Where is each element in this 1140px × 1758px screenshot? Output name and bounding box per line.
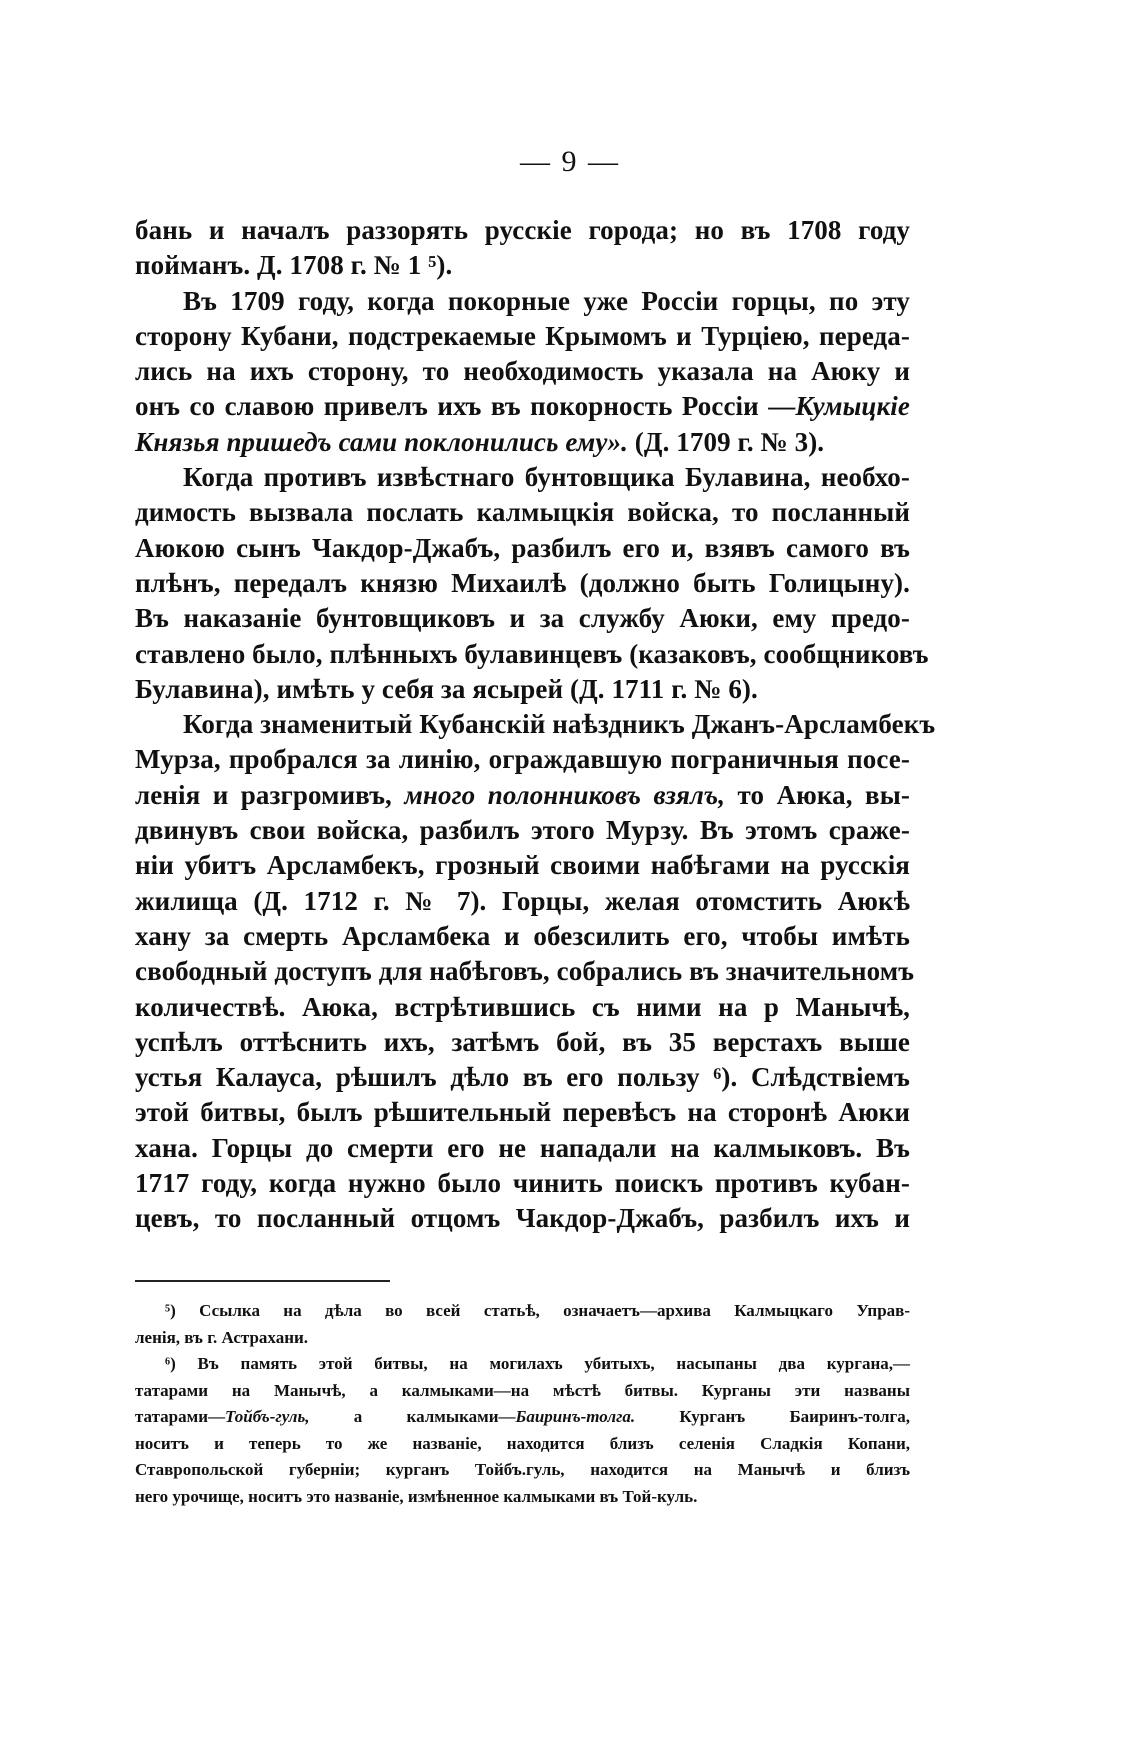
text-line: Мурза, пробрался за линiю, ограждавшую пограничныя посе-	[135, 744, 910, 775]
page-number: — 9 —	[520, 145, 620, 178]
text-segment: (Д. 1709 г. № 3).	[634, 426, 825, 457]
text-line	[135, 778, 910, 813]
text-line: плѣнъ, передалъ князю Михаилѣ (должно быть Голицыну).	[135, 567, 910, 598]
text-line: димость вызвала послать калмыцкiя войска, то посланный	[135, 497, 910, 528]
footnote-line: ⁶) Въ память этой битвы, на могилахъ убитыхъ, насыпаны два кургана,—	[165, 1354, 910, 1373]
text-line: свободный доступъ для набѣговъ, собрались въ значительномъ	[135, 956, 915, 987]
text-segment: ленiя и разгромивъ,	[135, 779, 392, 810]
text-line: количествѣ. Аюка, встрѣтившись съ ними на р Манычѣ,	[135, 991, 910, 1022]
text-segment: татарами—	[135, 1407, 226, 1426]
text-line: хану за смерть Арсламбека и обезсилить его, чтобы имѣть	[135, 920, 910, 951]
text-line: 1717 году, когда нужно было чинить поискъ противъ кубан-	[135, 1168, 910, 1199]
text-line: Булавина), имѣть у себя за ясырей (Д. 1711 г. № 6).	[135, 673, 758, 704]
text-line	[135, 425, 910, 460]
footnote-line: татарами на Манычѣ, а калмыками—на мѣстѣ битвы. Курганы эти названы	[135, 1380, 910, 1400]
footnote-line: ленiя, въ г. Астрахани.	[135, 1327, 309, 1347]
text-line: двинувъ свои войска, разбилъ этого Мурзу. Въ этомъ сраже-	[135, 815, 910, 846]
text-line: Когда знаменитый Кубанскiй наѣздникъ Джанъ-Арсламбекъ	[183, 709, 936, 740]
footnote-line: Ставропольской губернiи; курганъ Тойбъ.гуль, находится на Манычѣ и близъ	[135, 1460, 910, 1479]
text-segment: онъ со славою привелъ ихъ въ покорность Россiи —	[135, 391, 796, 422]
italic-segment: много полонниковъ взялъ,	[404, 779, 726, 810]
text-line: ставлено было, плѣнныхъ булавинцевъ (казаковъ, сообщниковъ	[135, 638, 929, 669]
text-line: Когда противъ извѣстнаго бунтовщика Булавина, необхо-	[183, 462, 910, 493]
text-line: хана. Горцы до смерти его не нападали на калмыковъ. Въ	[135, 1132, 910, 1163]
text-line: Въ наказанiе бунтовщиковъ и за службу Аюки, ему предо-	[135, 603, 910, 634]
footnote-separator	[135, 1280, 390, 1282]
text-line: цевъ, то посланный отцомъ Чакдор-Джабъ, разбилъ ихъ и	[135, 1203, 910, 1234]
text-segment: а калмыками—	[353, 1407, 516, 1426]
text-line: Аюкою сынъ Чакдор-Джабъ, разбилъ его и, взявъ самого въ	[135, 532, 910, 563]
text-segment: то Аюка, вы-	[737, 779, 910, 810]
text-line: пойманъ. Д. 1708 г. № 1 ⁵).	[135, 250, 453, 281]
text-line: сторону Кубани, подстрекаемые Крымомъ и Турцiею, переда-	[135, 320, 910, 351]
footnote-line: носитъ и теперь то же названiе, находится близъ селенiя Сладкiя Копани,	[135, 1433, 910, 1453]
italic-segment: Баиринъ-толга.	[515, 1407, 636, 1426]
text-line: успѣлъ оттѣснить ихъ, затѣмъ бой, въ 35 верстахъ выше	[135, 1026, 910, 1057]
text-line: Въ 1709 году, когда покорные уже Россiи горцы, по эту	[183, 285, 910, 316]
text-line	[135, 389, 910, 424]
text-line: этой битвы, былъ рѣшительный перевѣсъ на сторонѣ Аюки	[135, 1097, 910, 1128]
footnote-line: него урочище, носитъ это названiе, измѣненное калмыками въ Той-куль.	[135, 1486, 698, 1506]
footnote-line: ⁵) Ссылка на дѣла во всей статьѣ, означаетъ—архива Калмыцкаго Управ-	[165, 1301, 910, 1320]
italic-segment: Князья пришедъ сами поклонились ему».	[135, 426, 628, 457]
body-text	[135, 213, 936, 1237]
text-segment: Курганъ Баиринъ-толга,	[679, 1407, 911, 1426]
text-line: устья Калауса, рѣшилъ дѣло въ его пользу ⁶). Слѣдствiемъ	[135, 1062, 910, 1093]
footnotes	[135, 1298, 910, 1510]
text-line: бань и началъ раззорять русскiе города; но въ 1708 году	[135, 215, 910, 245]
text-line: лись на ихъ сторону, то необходимость указала на Аюку и	[135, 356, 910, 387]
text-line: жилища (Д. 1712 г. № 7). Горцы, желая отомстить Аюкѣ	[135, 885, 910, 916]
italic-segment: Тойбъ-гуль,	[225, 1407, 310, 1426]
text-line: нiи убитъ Арсламбекъ, грозный своими набѣгами на русскiя	[135, 850, 910, 881]
footnote-line	[135, 1404, 910, 1431]
italic-segment: Кумыцкiе	[795, 391, 910, 422]
